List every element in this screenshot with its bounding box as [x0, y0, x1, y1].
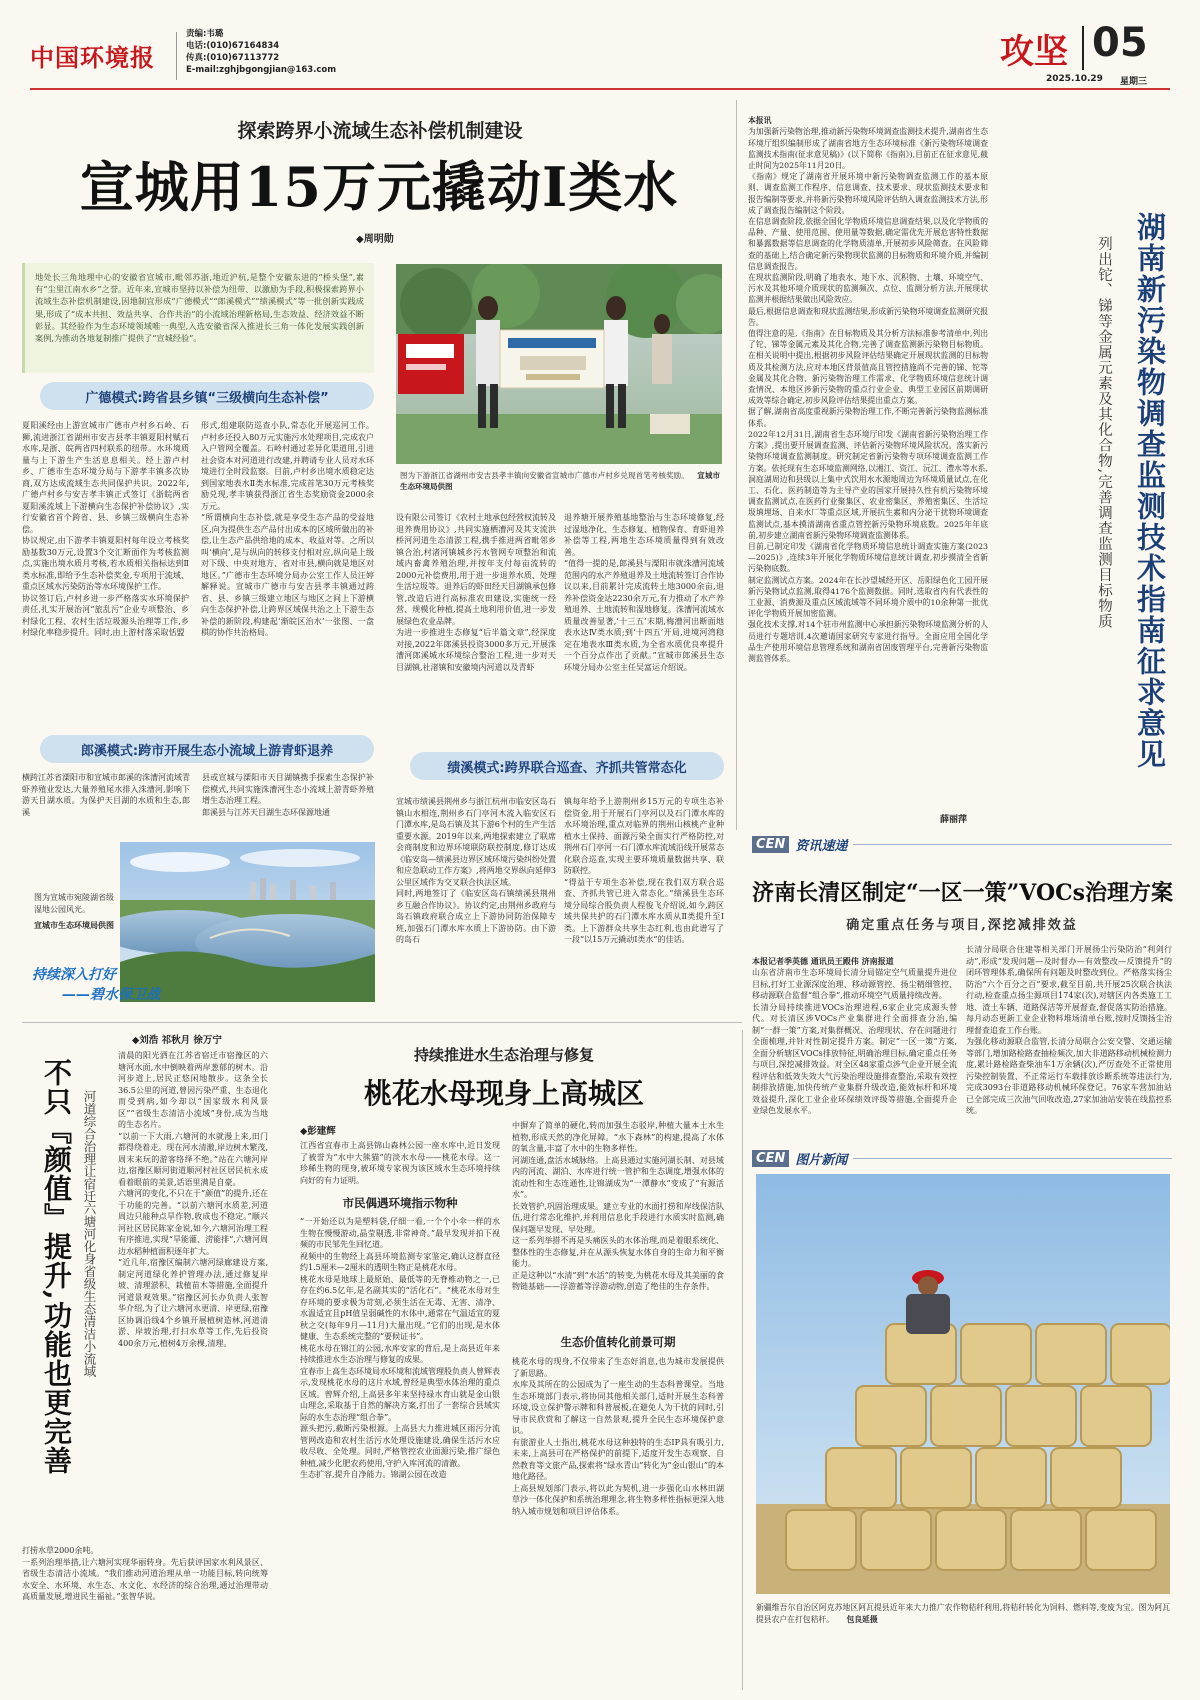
photo-news-label: 图片新闻 — [795, 1152, 848, 1168]
taohua-headline: 桃花水母现身上高城区 — [363, 1077, 644, 1110]
section-title-guangde: 广德模式:跨省县乡镇“三级横向生态补偿” — [40, 382, 374, 410]
photo-news-image — [756, 1174, 1170, 1594]
taohua-col1: “一开始还以为是塑料袋,仔细一看,一个个小伞一样的水生物在慢慢游动,晶莹剔透,非常神奇。”最早发现并拍下视频的市民邹先生回忆道。 视频中的生物经上高县环境监测专家鉴定,确认这群直径约1.5厘米—2厘米的透明生物正是桃花水母。 桃花水母是地球上最原始、最低等的无脊椎动物之一,已存在约6.5亿年,是名副其实的“活化石”。“桃花水母对生存环境的要求极为苛刻,必须生活在无毒、无害、清净、水温适宜且pH值呈弱碱性的水体中,通常在气温适宜的夏秋之交(每年9月—11月)大量出现。”它们的出现,是水体健康、生态系统完整的“要候证书”。 桃花水母在锦江的公园,水库安家的背后,是上高县近年来持续推进水生态治理与修复的成果。 宜春市上高生态环境局水环境和流域管理股负责人曾辉表示,发现桃花水母的这片水域,曾经是典型水体治理的重点区域。曾辉介绍,上高县多年来坚持禄水育山就是金山银山理念,采取基于自然的解决方案,打出了一套综合县域实际的水生态治理“组合拳”。 源头把污,截断污染根源。上高县大力推进城区雨污分流管网改造和农村生活污水处理设施建设,确保生活污水应收尽收、全处理。同时,严格管控农业面源污染,推广绿色种植,减少化肥农药使用,守护入库河流的清澈。 生态扩容,提升自净能力。锦湖公园在改造 — [300, 1217, 500, 1479]
main-byline: ◆周明勋 — [356, 234, 394, 245]
photo-news-header — [752, 1148, 1172, 1168]
section3-col2: 镇每年给予上游荆州乡15万元的专项生态补偿资金,用于开展石门亭河以及石门潭水库的水环境治理,重点对临界的荆州山核桃产业种植水土保持、面源污染全面实行严格防控,对荆州石门亭河一石门潭水库流域沿线开展常态化联合巡查,实现主要环境质量数据共享、联防联控。 “得益于专项生态补偿,现在我们双方联合巡查、齐抓共管已进入常态化。”绩溪县生态环境分局综合股负责人程俊飞介绍说,如今,跨区域共保共护的石门潭水库水质从Ⅱ类提升至Ⅰ类。上下游群众共享生态红利,也由此谱写了一段“以15万元撬动Ⅰ类水”的佳话。 — [564, 797, 724, 944]
middle-col1: 设有限公司签订《农村土地承包经营权流转及退养费用协议》,共同实施栖漕河及其支流洪桥河河道生态清淤工程,携手推进两省毗邻乡镇合治,村渚河镇城乡污水管网专项整治和流域内畜禽养殖治理,并按年支付每亩流转的2000元补偿费用,用于进一步退养水质、处理生活垃圾等。退养后的虾田经天目湖镇承包修管,改造后进行高标准农田建设,实施统一经营、规模化种植,提高土地利用价值,进一步发展绿色农业品牌。 为进一步推进生态修复“后半篇文章”,经深度对接,2022年郎溪县投资3000多万元,开展洙漕河郎溪城水环境综合整治工程,进一步对天目湖镇,社渚镇和安徽境内河道以及青虾 — [396, 513, 556, 672]
section1-col2: 形式,组建联防巡查小队,常态化开展巡河工作。卢村乡还投入80万元实施污水处理项目,完成农户入户管网全覆盖。石岭村通过差异化渠道用,引进社会资本对河道进行改建,并聘请专业人员对水环境进行全时段监察。目前,卢村乡出境水质稳定达到国家地表水Ⅱ类水标准,完成首笔30万元考核奖励兑现,孝丰镇获得浙江省生态奖励资金2000余万元。 “所谓横向生态补偿,就是享受生态产品的受益地区,向为提供生态产品付出成本的区域所做出的补偿,让生态产品供给地的成本、收益对等。之所以叫‘横向’,是与纵向的转移支付相对应,纵向是上级对下级、中央对地方、省对市县,横向就是地区对地区。”广德市生态环境分局办公室工作人员汪婷解释说。宣城市广德市与安吉县孝丰镇通过跨省、县、乡镇三级建立地区与地区之间上下游横向生态保护补偿,让跨界区域保共治之上下游生态补偿的新阶段,构建起‘渐皖区治水’一张图、一盘棋的协作共治格局。 — [201, 421, 374, 637]
straw-bales-photo — [756, 1174, 1170, 1594]
editor-name: 责编:韦璐 — [186, 29, 224, 39]
masthead — [0, 0, 1200, 90]
taohua-lead: 江西省宜春市上高县锦山森林公园一座水库中,近日发现了被誉为“水中大熊猫”的淡水水母——桃花水母。这一珍稀生物的现身,被环境专家视为该区域水生态环境持续向好的有力证明。 — [300, 1141, 500, 1185]
slogan-2: ——碧水保卫战 — [62, 987, 160, 1003]
news-brief-byline: 本报记者季英德 通讯员王殿伟 济南报道 — [752, 955, 894, 966]
taohua-col2: 中摒弃了简单的硬化,转而加强生态驳岸,种植大量本土水生植物,形成天然的净化屏障。“水下森林”的构建,提高了水体的氧含量,丰富了水中的生物多样性。 河湖连通,盘活水城脉络。上高县通过实施河湖长制、对县域内的河流、湖泊、水库进行统一管护和生态调度,增强水体的流动性和生态连通性,让锦湖成为“一潭静水”变成了“有源活水”。 长效管护,巩固治理成果。建立专业的水面打捞和岸线保洁队伍,进行常态化维护,并利用信息化手段进行水质实时监测,确保问题早发现、早处理。 这一系列举措不再是头痛医头的水体治理,而是着眼系统化、整体性的生态修复,并在从源头恢复水体自身的生命力和平衡能力。 正是这种以“水清”到“水活”的转变,为桃花水母及其美丽的食物链基础——浮游蓄等浮游动物,创造了绝佳的生存条件。 — [512, 1121, 724, 1291]
side-article-intro: 本报讯 — [748, 116, 772, 126]
main-lead-box — [22, 263, 374, 373]
news-brief-line — [853, 844, 1172, 845]
main-headline: 宣城用15万元撬动Ⅰ类水 — [79, 155, 679, 219]
taohua-kicker: 持续推进水生态治理与修复 — [413, 1046, 594, 1064]
section3-col1: 宣城市绩溪县荆州乡与浙江杭州市临安区岛石镇山水相连,荆州乡石门亭河木流入临安区石门潭水库,是岛石镇及其下游6个村的生产生活重要水源。2019年以来,两地探索建立了联席会商制度和边界环境联防联控制度,修订达成《临安岛—绩溪县边界区域环境污染纠纷处置和应急联动工作方案》,将两地交界纵向延伸3公里区域作为交叉联合执法区域。 同时,两地签订了《临安区岛石镇绩溪县荆州乡互融合作协议》。协议约定,由荆州乡政府与岛石镇政府联合成立上下游协同防治保障专班,加强石门潭水库水质上下游协防。由下游的岛石 — [396, 797, 556, 944]
news-brief-headline: 济南长清区制定“一区一策”VOCs治理方案 — [752, 880, 1174, 906]
newspaper-logo: 中国环境报 — [30, 44, 155, 72]
side-article-text: 为加强新污染物治理,推动新污染物环境调查监测技术提升,湖南省生态环境厅组织编制形成了湖南省地方生态环境标准《新污染物环境调查监测技术指南(征求意见稿)》(以下简称《指南》),目前正在征求意见,截止时间为2025年11月20日。 《指南》规定了湖南省开展环境中新污染物调查监测工作的基本原则、调查监测工作程序、信息调查、技术要求、现状监测技术要求和报告编制等要求,并将新污染物环境风险评估纳入调查监测技术方法,形成了调查报告编制这个阶段。 在信息调查阶段,依据全国化学物质环境信息调查结果,以及化学物质的品种、产量、使用范围、使用量等数据,确定需优先开展危害特性数据和暴露数据等信息调查的化学物质清单,开展初步风险筛查。在风险筛查的基础上,结合确定新污染物现状监测的目标物质和环境介质,并编制信息调查报告。 在现状监测阶段,明确了地表水、地下水、沉积物、土壤、环境空气、污水及其他环境介质现状的监测频次、点位、监测分析方法,开展现状监测并根据结果做出风险效应。 最后,根据信息调查和现状监测结果,形成新污染物环境调查监测研究报告。 值得注意的是,《指南》在目标物质及其分析方法标准参考清单中,列出了铊、锑等金属元素及其化合物,完善了调查监测新污染物目标物质。在相关说明中提出,根据初步风险评估结果确定开展现状监测的目标物质及其检测方法,应对本地区背景值高且管控措施尚不完善的锑、铊等金属及其化合物、新污染物治理工作需求、化学物质环境信息统计调查情况、本地区涉新污染物的重点行业企业、典型工业园区前期调研成效等综合确定,初步风险评估结果提出重点方案。 据了解,湖南省高度重视新污染物治理工作,不断完善新污染物监测标准体系。 2022年12月31日,湖南省生态环境厅印发《湖南省新污染物治理工作方案》,提出要开展调查监测、评估新污染物环境风险状况。落实新污染物环境调查监测制度。研究制定省新污染物专项环境调查监测工作方案。依托现有生态环境监测网络,以湘江、资江、沅江、澧水等水系,洞庭湖周边和县级以上集中式饮用水水源地周边为环境质量试点,在化工、石化、医药制造等为主导产业的国家开展持久性有机污染物环境调查监测试点,在医药行业聚集区、农业密集区、养殖密集区、生活垃圾填埋场、自来水厂等重点区域,开展抗生素和内分泌干扰物环境调查监测试点,基本摸清湖南省重点管控新污染物环境底数。2025年年底前,初步建立湖南省新污染物环境调查监测体系。 目前,已制定印发《湖南省化学物质环境信息统计调查实施方案(2023—2025)》,连续3年开展化学物质环境信息统计调查,初步摸清全省新污染物底数。 制定监测试点方案。2024年在长沙望城经开区、岳阳绿色化工园开展新污染物试点监测,取得4176个监测数据。同时,选取省内有代表性的工业源、消费源及重点区域流域等不同环境介质中的10余种第一批优评化学物质开展加密监测。 强化技术支撑,对14个驻市州监测中心承担新污染物环境监测分析的人员进行专题培训,4次邀请国家研究专家进行指导。全面应用全国化学品生产使用环境信息管理系统和湖南省固废管理平台,完善新污染物监测监管体系。 — [748, 127, 988, 663]
taohua-subtitle-2: 生态价值转化前景可期 — [560, 1335, 676, 1349]
news-brief-col2: 长清分局联合住建等相关部门开展扬尘污染防治“利剑行动”,形成“发现问题—及时督办—有效整改—反馈提升”的闭环管理体系,确保所有问题及时整改到位。严格落实扬尘防治“六个百分之百”要求,截至目前,共开展25次联合执法行动,检查重点扬尘源项目174家(次),对辖区内各类施工工地、渣土车辆、道路保洁等开展督查,督促落实防治措施。每月动态更新工业企业物料堆场清单台账,按时反馈扬尘治理督查追查工作台账。 为强化移动源联合监管,长清分局联合公安交警、交通运输等部门,增加路检路查抽检频次,加大非道路移动机械检测力度,累计路检路查柴油车1万余辆(次),严厉查处不正常使用污染控制装置、不正常运行车载排放诊断系统等违法行为,完成3093台非道路移动机械环保登记。76家车营加油站已全部完成三次油气回收改造,27家加油站安装在线监控系统。 — [966, 945, 1172, 1115]
news-brief-subheadline: 确定重点任务与项目,深挖减排效益 — [846, 918, 1078, 933]
main-photo-caption — [400, 470, 720, 492]
cen-badge: CEN — [752, 836, 789, 853]
section2-col1: 横跨江苏省溧阳市和宣城市郎溪的洙漕河流域青虾养殖业发达,大量养殖尾水排入洙漕河,影响下游天目湖水质。为保护天目湖的水质和生态,郎溪 — [22, 773, 190, 817]
taohua-col2b: 桃花水母的现身,不仅带来了生态好消息,也为城市发展提供了新思路。 水库及其所在的公园成为了一座生动的生态科普课堂。当地生态环境部门表示,将协同其他相关部门,适时开展生态科普环境,设立保护警示牌和科普展板,在避免人为干扰的同时,引导市民欣赏和了解这一自然景观,提升全民生态环境保护意识。 有旅游业人士指出,桃花水母这种独特的生态IP具有吸引力,未来,上高县可在严格保护的前提下,适度开发生态观察、自然教育等文旅产品,探索将“绿水青山”转化为“金山银山”的本地化路径。 上高县规划部门表示,将以此为契机,进一步强化山水林田湖草沙一体化保护和系统治理理念,将生物多样性指标更深入地纳入城市规划和项目评估体系。 — [512, 1357, 724, 1516]
editor-email: E-mail:zghjbgongjian@163.com — [186, 65, 337, 75]
news-brief-col1 — [752, 944, 957, 1140]
liutang-byline: ◆刘浩 祁秋月 徐万宁 — [132, 1035, 222, 1046]
page-divider — [1082, 26, 1084, 70]
main-photo-caption-text: 图为下游浙江省湖州市安吉县孝丰镇向安徽省宣城市广德市卢村乡兑现首笔考核奖励。 — [400, 471, 689, 480]
editor-fax: 传真:(010)67113772 — [186, 53, 280, 63]
main-photo-credit: 宣城市生态环境局供图 — [400, 471, 720, 491]
news-brief-label: 资讯速递 — [795, 838, 848, 854]
issue-date: 2025.10.29 — [1046, 74, 1103, 84]
main-lead: 地处长三角地理中心的安徽省宣城市,毗邻苏浙,地近沪杭,是整个安徽东进的“桥头堡”,素有“尘里江南水乡”之誉。近年来,宣城市坚持以补偿为纽带、以激励为手段,积极探索跨界小流域生态补偿机制建设,因地制宜形成“广德模式”“郎溪模式”“绩溪模式”等一批创新实践成果,形成了“成本共担、效益共享、合作共治”的小流域治理新格局,生态效益、经济效益不断彰显。其经验作为生态环境领域唯一典型,入选安徽省深入推进长三角一体化发展实践创新案例,为推动各地复制推广提供了“宣城经验”。 — [35, 272, 364, 344]
liutang-top-rule — [22, 1022, 742, 1023]
news-brief-col1-text: 山东省济南市生态环境局长清分局锚定空气质量提升进位目标,打好工业源深度治理、移动源管控、扬尘精细管控、移动源联合监督“组合拳”,推动环境空气质量持续改善。 长清分局持续推进VOCs治理进程,6家企业完成源头替代。对长清区涉VOCs产业集群进行全面排查分治,编制“一群一策”方案,对集群概况、治理现状、存在问题进行全面梳理,并针对性制定提升方案。制定“一区一策”方案,全面分析辖区VOCs排放特征,明确治理目标,确定重点任务与项目,深挖减排效益。对全区48家重点涉气企业开展全流程评估和低效失效大气污染治理设施排查整治,采取有效控制排放措施,加快传统产业集群升级改造,能效标杆和环境效益提升,深化工业企业环保绩效评级等措施,全面提升企业绿色发展水平。 — [752, 968, 957, 1115]
taohua-subtitle-1: 市民偶遇环境指示物种 — [342, 1196, 458, 1210]
middle-col2: 退养塘开展养殖基地整治与生态环境修复,经过湿地净化、生态修复、植物保育、育虾退养补偿等工程,两地生态环境质量得到有效改善。 “值得一提的是,郎溪县与溧阳市就洙漕河流域范围内的水产养殖退养及土地流转签订合作协议以来,目前累计完成流转土地3000余亩,退养补偿资金达2230余万元,有力推动了水产养殖退养、土地流转和湿地修复。洙漕河流域水质量改善显著,‘十三五’末期,梅漕河出断面地表水达Ⅳ类水质;到‘十四五’开局,进境河湾稳定在地表水Ⅲ类水质,为全省水质优良率提升一个百分点作出了贡献。”宣城市郎溪县生态环境分局办公室主任吴富运介绍说。 — [564, 513, 724, 672]
cen-badge-2: CEN — [752, 1150, 789, 1167]
slogan-1: 持续深入打好 — [32, 967, 116, 983]
side-article-author: 薛丽萍 — [940, 815, 968, 825]
award-ceremony-photo — [396, 264, 722, 464]
section-name: 攻坚 — [1000, 32, 1068, 72]
masthead-divider — [176, 32, 177, 80]
photo-news-line — [853, 1158, 1172, 1159]
liutang-col1b: 打捞水草2000余吨。 一系列治理举措,让六塘河实现华丽转身。先后获评国家水利风景区、省级生态清洁小流域。“我们推动河道治理从单一功能目标,转向统筹水安全、水环境、水生态、水文化、水经济的综合治理,通过治理带动高质量发展,增进民生福祉。”张智华说。 — [22, 1546, 268, 1601]
section2-col2: 县或宣城与溧阳市天目湖镇携手探索生态保护补偿模式,共同实施洙漕河生态小流域上游青虾养殖增生态治理工程。 郎溪县与江苏天目湖生态环保源地通 — [202, 773, 374, 817]
liutang-headline: 不只『颜值』提升,功能也更完善 — [40, 1058, 73, 1475]
liutang-subtitle: 河道综合治理让宿迁六塘河化身省级生态清洁小流域 — [82, 1090, 97, 1378]
wetland-park-photo — [120, 842, 375, 1002]
photo-news-credit: 包良延摄 — [846, 1614, 878, 1624]
side-article-title: 湖南新污染物调查监测技术指南征求意见 — [1133, 212, 1167, 770]
masthead-rule — [30, 88, 1170, 90]
photo-news-caption-text: 新疆维吾尔自治区阿克苏地区阿瓦提县近年来大力推广农作物秸秆利用,将秸秆转化为饲料、燃料等,变废为宝。图为阿瓦提县农户在打包秸秆。 — [756, 1603, 1170, 1624]
section1-col1: 夏阳溪经由上游宣城市广德市卢村乡石岭、石狮,流进浙江省湖州市安吉县孝丰镇夏阳村赋石水库,是浙、皖两省四村联系的纽带。水环境质量与上下游生产生活息息相关。经上游卢村乡、广德市生态环境分局与下游孝丰镇多次协商,双方达成流域生态共同保护共识。2022年,广德卢村乡与安吉孝丰镇正式签订《浙皖两省夏阳溪流域上下游横向生态保护补偿协议》,实行安徽省首个跨省、县、乡镇三级横向生态补偿。 协议规定,由下游孝丰镇夏阳村每年设立考核奖励基数30万元,设置3个交汇断面作为考核监测点,实施出境水质月考核,若水质相关指标达到Ⅱ类水标准,即给予生态补偿奖金,专项用于流域、重点区域水污染防治等水环境保护工作。 协议签订后,卢村乡进一步严格落实水环境保护责任,扎实开展治河“旅乱污”企业专项整治、乡村绿化工程、农村生活垃圾源头治理等工作,乡村绿化率稳步提升。同时,由上游村落采取恬盟 — [22, 421, 189, 637]
masthead-info — [186, 28, 336, 76]
wetland-caption-text: 图为宣城市宛陵湖省级湿地公园风光。 — [34, 893, 114, 914]
editor-phone: 电话:(010)67164834 — [186, 41, 280, 51]
main-kicker: 探索跨界小流域生态补偿机制建设 — [237, 120, 523, 142]
column-divider-right — [742, 1030, 743, 1690]
side-article-subtitle: 列出铊、锑等金属元素及其化合物,完善调查监测目标物质 — [1096, 236, 1112, 630]
photo-news-caption — [756, 1602, 1170, 1625]
wetland-photo — [120, 842, 375, 1002]
section-title-langxi: 郎溪模式:跨市开展生态小流域上游青虾退养 — [40, 735, 374, 763]
issue-weekday: 星期三 — [1120, 77, 1148, 87]
side-article-body — [748, 104, 988, 824]
section-title-jixi: 绩溪模式:跨界联合巡查、齐抓共管常态化 — [410, 752, 724, 780]
side-article-top-rule — [736, 100, 737, 830]
main-photo — [396, 264, 722, 464]
news-brief-header — [752, 834, 1172, 854]
wetland-photo-caption — [34, 892, 114, 932]
liutang-col1: 清晨的阳光洒在江苏省宿迁市宿豫区的六塘河水面,水中倒映着两岸葱郁的树木。沿河步道上,居民正悠闲地散步。这条全长36.5公里的河道,曾因污染严重、生态退化而受到病,如今却以“国家级水利风景区”“省级生态清洁小流域”身份,成为当地的生态名片。 “以前一下大雨,六塘河的水就漫上来,田门都得绕着走。现在河水清澈,岸边树木繁茂,周末来玩的游客络绎不绝。”站在六塘河岸边,宿豫区顺河街道顺河村社区居民杭永成看着眼前的美景,话语里满是自豪。 六塘河的变化,不只在于“颜值”的提升,还在于功能的完善。“以前六塘河水质差,河道周边只能种点旱作物,收成也不稳定。”顺兴河社区居民陈家金说,如今,六塘河治理工程有序推进,实现“旱能灌、涝能排”,六塘河周边水稻种植面积逐年扩大。 “近几年,宿豫区编制六塘河绿廊建设方案,制定河道绿化养护管理办法,通过修复岸坡、清理淤积、栽植苗木等措施,全面提升河道景观效果。”宿豫区河长办负责人张智华介绍,为了让六塘河水更清、岸更绿,宿豫区协调沿线4个乡镇开展植树造林,河道清淤、岸坡治理,打扫水草等工作,先后投资400余万元,植树4万余棵,清理。 — [118, 1051, 268, 1348]
wetland-caption-credit: 宣城市生态环境局供图 — [34, 921, 114, 930]
taohua-byline: ◆彭建辉 — [300, 1126, 336, 1137]
page-number: 05 — [1092, 20, 1148, 66]
